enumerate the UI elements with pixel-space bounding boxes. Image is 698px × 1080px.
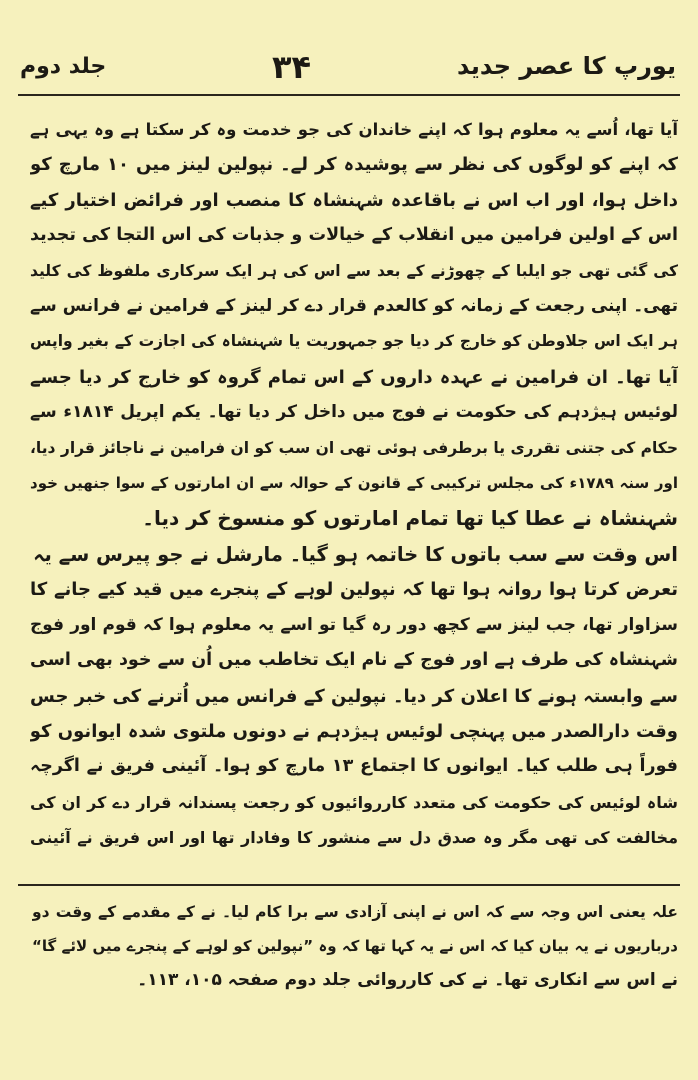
text-line: تھی۔ اپنی رجعت کے زمانہ کو کالعدم قرار دے کر لینز کے فرامین نے فرانس سے bbox=[30, 296, 678, 317]
text-line: اور سنہ ۱۷۸۹ء کی مجلس ترکیبی کے قانون کے حوالہ سے ان امارتوں کے سوا جنھیں خود bbox=[30, 474, 678, 493]
text-line: مخالفت کی تھی مگر وہ صدق دل سے منشور کا وفادار تھا اور اس فریق نے آئینی bbox=[30, 828, 678, 848]
text-line: اس وقت سے سب باتوں کا خاتمہ ہو گیا۔ مارشل نے جو پیرس سے یہ bbox=[33, 542, 678, 566]
book-title: یورپ کا عصر جدید bbox=[456, 52, 676, 80]
text-line: اس کے اولین فرامین میں انقلاب کے خیالات و جذبات کی اس التجا کی تجدید bbox=[30, 225, 678, 246]
text-line: شہنشاہ کی طرف ہے اور فوج کے نام ایک تخاطب میں اُن سے خود بھی اسی bbox=[30, 650, 678, 671]
text-line: ہر ایک اس جلاوطن کو خارج کر دیا جو جمہوریت یا شہنشاہ کی اجازت کے بغیر واپس bbox=[30, 332, 678, 351]
page-number: ۳۴ bbox=[272, 48, 312, 86]
text-line: آیا تھا۔ ان فرامین نے عہدہ داروں کے اس تمام گروہ کو خارج کر دیا جسے bbox=[30, 366, 678, 388]
text-line: فوراً ہی طلب کیا۔ ایوانوں کا اجتماع ۱۳ مارچ کو ہوا۔ آئینی فریق نے اگرچہ bbox=[30, 756, 678, 777]
body-text bbox=[30, 112, 678, 856]
text-line: وقت دارالصدر میں پہنچی لوئیس ہیژدہم نے دونوں ملتوی شدہ ایوانوں کو bbox=[30, 720, 678, 742]
text-line: سے وابستہ ہونے کا اعلان کر دیا۔ نپولین کے فرانس میں اُترنے کی خبر جس bbox=[30, 685, 678, 707]
text-line: داخل ہوا، اور اب اس نے باقاعدہ شہنشاہ کا منصب اور فرائض اختیار کیے bbox=[30, 189, 678, 211]
text-line: شہنشاہ نے عطا کیا تھا تمام امارتوں کو منسوخ کر دیا۔ bbox=[142, 506, 678, 531]
page-header bbox=[14, 48, 684, 92]
footnote-rule bbox=[18, 884, 680, 886]
footnote-line: نے اس سے انکاری تھا۔ نے کی کارروائی جلد دوم صفحہ ۱۰۵، ۱۱۳۔ bbox=[137, 970, 678, 990]
text-line: کی گئی تھی جو ایلبا کے چھوڑنے کے بعد سے اس کی ہر ایک سرکاری ملفوظ کی کلید bbox=[30, 261, 678, 280]
text-line: شاہ لوئیس کی حکومت کی متعدد کارروائیوں کو رجعت پسندانہ قرار دے کر ان کی bbox=[30, 792, 678, 812]
footnote bbox=[32, 895, 678, 997]
text-line: حکام کی جتنی تقرری یا برطرفی ہوئی تھی ان سب کو ان فرامین نے ناجائز قرار دیا، bbox=[30, 438, 678, 457]
volume-label: جلد دوم bbox=[20, 54, 107, 79]
header-rule bbox=[18, 94, 680, 96]
text-line: کہ اپنے کو لوگوں کی نظر سے پوشیدہ کر لے۔ نپولین لینز میں ۱۰ مارچ کو bbox=[30, 154, 678, 176]
text-line: سزاوار تھا، جب لینز سے کچھ دور رہ گیا تو اسے یہ معلوم ہوا کہ قوم اور فوج bbox=[30, 614, 678, 635]
text-line: تعرض کرتا ہوا روانہ ہوا تھا کہ نپولین لوہے کے پنجرے میں قید کیے جانے کا bbox=[30, 579, 678, 601]
footnote-line: درباریوں نے یہ بیان کیا کہ اس نے یہ کہا تھا کہ وہ ”نپولین کو لوہے کے پنجرے میں لائے گا“ bbox=[32, 937, 678, 955]
text-line: لوئیس ہیژدہم کی حکومت نے فوج میں داخل کر دیا تھا۔ یکم اپریل ۱۸۱۴ء سے bbox=[30, 402, 678, 423]
paragraph-2 bbox=[30, 537, 678, 856]
paragraph-1 bbox=[30, 112, 678, 537]
footnote-line: علہ یعنی اس وجہ سے کہ اس نے اپنی آزادی سے برا کام لیا۔ نے کے مقدمے کے وقت دو bbox=[32, 903, 678, 921]
text-line: آیا تھا، اُسے یہ معلوم ہوا کہ اپنے خاندان کی جو خدمت وہ کر سکتا ہے وہ یہی ہے bbox=[30, 120, 678, 139]
